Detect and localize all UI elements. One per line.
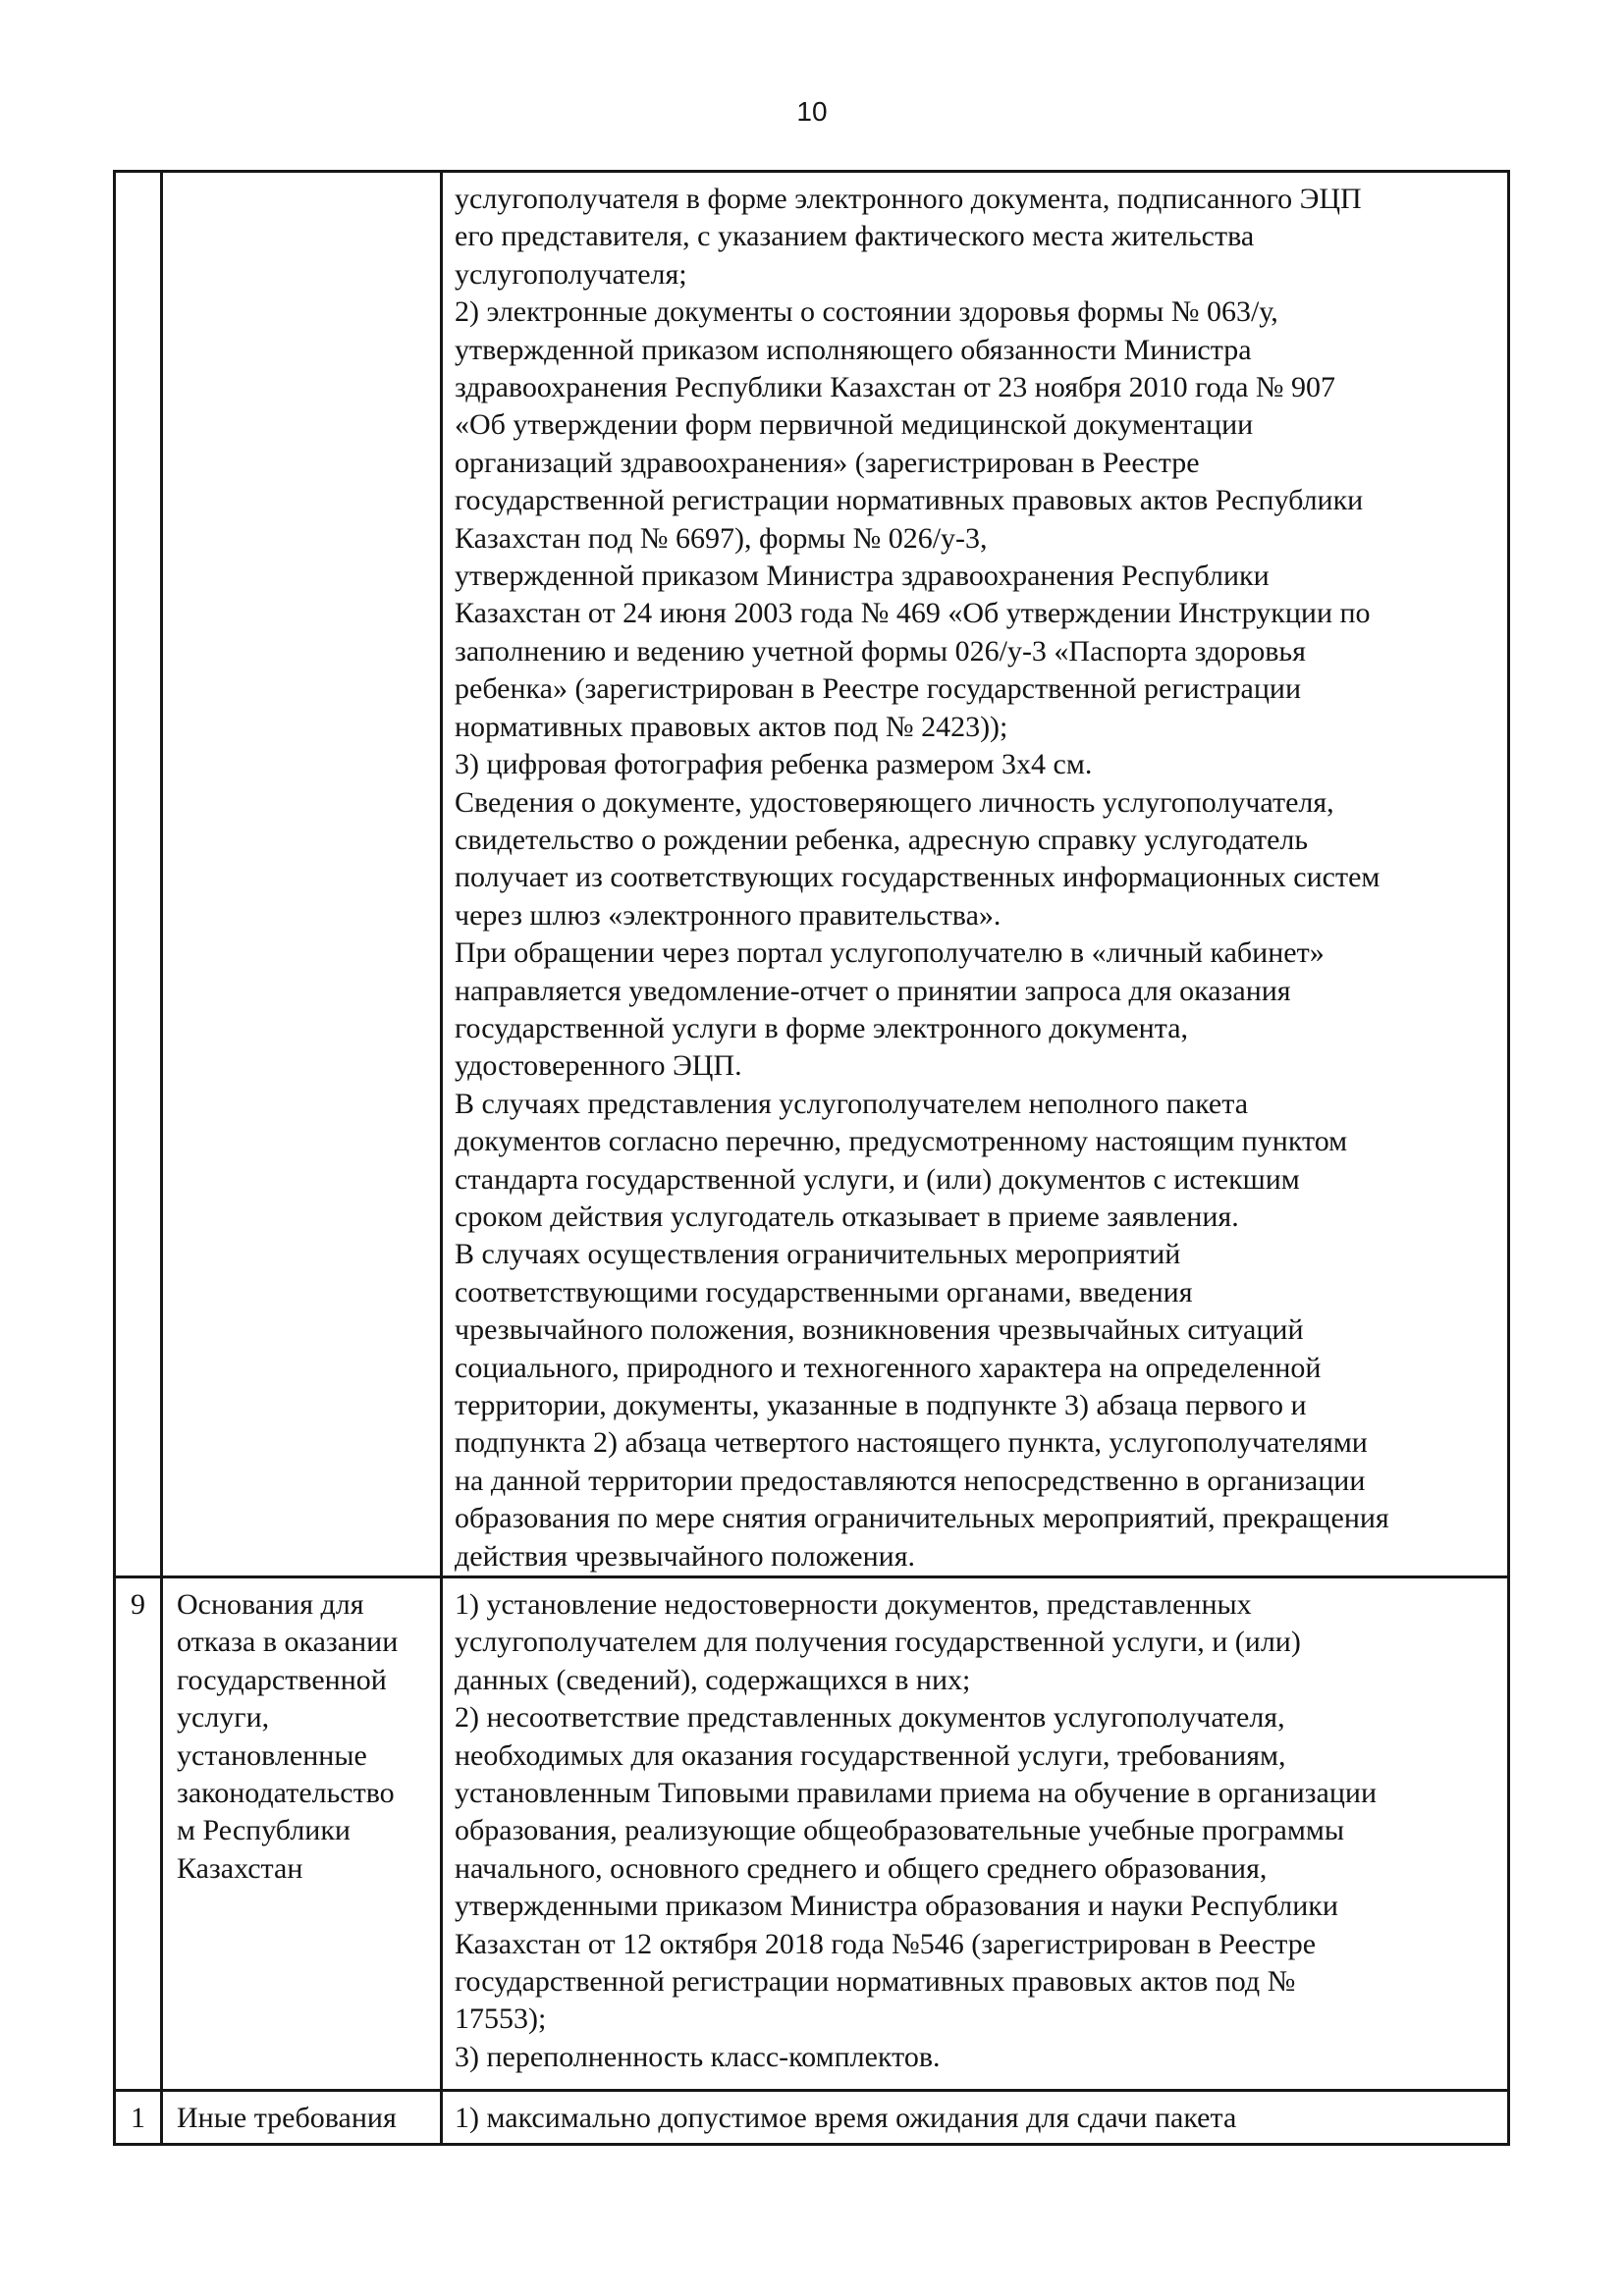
text-line: утвержденной приказом Министра здравоохранения Республики	[455, 560, 1270, 593]
text-line: Казахстан от 12 октября 2018 года №546 (зарегистрирован в Реестре	[455, 1927, 1317, 1960]
text-line: услугополучателя;	[455, 257, 687, 291]
text-line: чрезвычайного положения, возникновения чрезвычайных ситуаций	[455, 1313, 1304, 1347]
text-line: через шлюз «электронного правительства».	[455, 898, 1001, 932]
table-row-9	[116, 1578, 1507, 2092]
text-line: утвержденной приказом исполняющего обязанности Министра	[455, 333, 1252, 366]
text-line: данных (сведений), содержащихся в них;	[455, 1663, 971, 1696]
text-line: отказа в оказании	[177, 1626, 399, 1659]
text-line: Основания для	[177, 1588, 364, 1621]
service-standard-table	[113, 170, 1510, 2146]
text-line: социального, природного и техногенного характера на определенной	[455, 1351, 1322, 1384]
text-line: Иные требования	[177, 2102, 397, 2134]
text-line: получает из соответствующих государственных информационных систем	[455, 861, 1380, 894]
text-line: Сведения о документе, удостоверяющего личность услугополучателя,	[455, 785, 1334, 819]
text-line: образования по мере снятия ограничительных мероприятий, прекращения	[455, 1502, 1389, 1535]
text-line: 2) несоответствие представленных документов услугополучателя,	[455, 1701, 1285, 1735]
text-line: организаций здравоохранения» (зарегистрирован в Реестре	[455, 446, 1200, 479]
text-line: сроком действия услугодатель отказывает в приеме заявления.	[455, 1200, 1239, 1233]
text-line: 2) электронные документы о состоянии здоровья формы № 063/у,	[455, 295, 1278, 329]
text-line: ребенка» (зарегистрирован в Реестре государственной регистрации	[455, 672, 1302, 706]
text-line: государственной регистрации нормативных правовых актов Республики	[455, 484, 1364, 517]
text-line: стандарта государственной услуги, и (или) документов с истекшим	[455, 1162, 1300, 1196]
text-line: начального, основного среднего и общего среднего образования,	[455, 1851, 1268, 1885]
table-row-other-requirements	[116, 2092, 1507, 2143]
text-line: При обращении через портал услугополучателю в «личный кабинет»	[455, 936, 1325, 970]
text-line: Казахстан	[177, 1851, 303, 1885]
page-number: 10	[796, 96, 828, 127]
text-line: документов согласно перечню, предусмотренному настоящим пунктом	[455, 1125, 1348, 1158]
text-line: м Республики	[177, 1814, 351, 1847]
row-label-cell	[163, 173, 443, 1575]
text-line: свидетельство о рождении ребенка, адресную справку услугодатель	[455, 823, 1309, 856]
text-line: направляется уведомление-отчет о принятии запроса для оказания	[455, 974, 1291, 1007]
text-line: утвержденными приказом Министра образования и науки Республики	[455, 1890, 1338, 1923]
row-label-cell	[163, 1578, 443, 2089]
text-line: 3) цифровая фотография ребенка размером 3х4 см.	[455, 748, 1093, 781]
text-line: здравоохранения Республики Казахстан от 23 ноября 2010 года № 907	[455, 371, 1336, 404]
text-line: государственной услуги в форме электронного документа,	[455, 1011, 1189, 1044]
text-line: образования, реализующие общеобразовательные учебные программы	[455, 1814, 1344, 1847]
row-label-cell	[163, 2092, 443, 2143]
text-line: его представителя, с указанием фактического места жительства	[455, 220, 1255, 253]
text-line: удостоверенного ЭЦП.	[455, 1049, 742, 1083]
row-content-cell	[443, 173, 1507, 1575]
row-number-cell	[116, 173, 163, 1575]
text-line: В случаях представления услугополучателем неполного пакета	[455, 1087, 1249, 1120]
row-content-cell	[443, 1578, 1507, 2089]
text-line: необходимых для оказания государственной услуги, требованиям,	[455, 1738, 1286, 1772]
text-line: нормативных правовых актов под № 2423));	[455, 710, 1008, 743]
text-line: на данной территории предоставляются непосредственно в организации	[455, 1464, 1366, 1497]
row-content-cell	[443, 2092, 1507, 2143]
text-line: государственной регистрации нормативных правовых актов под №	[455, 1965, 1296, 1999]
text-line: подпункта 2) абзаца четвертого настоящего пункта, услугополучателями	[455, 1426, 1368, 1460]
text-line: территории, документы, указанные в подпункте 3) абзаца первого и	[455, 1389, 1307, 1421]
text-line: услугополучателем для получения государственной услуги, и (или)	[455, 1626, 1301, 1659]
row-number-cell: 9	[116, 1578, 163, 2089]
text-line: государственной	[177, 1663, 387, 1696]
text-line: услугополучателя в форме электронного документа, подписанного ЭЦП	[455, 183, 1362, 215]
text-line: «Об утверждении форм первичной медицинской документации	[455, 408, 1254, 442]
table-row-continuation	[116, 173, 1507, 1578]
text-line: 1) установление недостоверности документов, представленных	[455, 1588, 1252, 1621]
text-line: установленным Типовыми правилами приема на обучение в организации	[455, 1777, 1377, 1810]
text-line: соответствующими государственными органами, введения	[455, 1275, 1193, 1308]
text-line: 17553);	[455, 2002, 547, 2036]
text-line: действия чрезвычайного положения.	[455, 1539, 916, 1573]
text-line: заполнению и ведению учетной формы 026/у-3 «Паспорта здоровья	[455, 634, 1306, 667]
text-line: 1) максимально допустимое время ожидания для сдачи пакета	[455, 2102, 1237, 2134]
text-line: законодательство	[177, 1777, 395, 1810]
row-number-cell: 1	[116, 2092, 163, 2143]
text-line: услуги,	[177, 1701, 270, 1735]
text-line: В случаях осуществления ограничительных мероприятий	[455, 1238, 1181, 1271]
text-line: установленные	[177, 1738, 367, 1772]
text-line: Казахстан под № 6697), формы № 026/у-3,	[455, 521, 988, 555]
text-line: 3) переполненность класс-комплектов.	[455, 2040, 941, 2073]
text-line: Казахстан от 24 июня 2003 года № 469 «Об утверждении Инструкции по	[455, 597, 1371, 630]
